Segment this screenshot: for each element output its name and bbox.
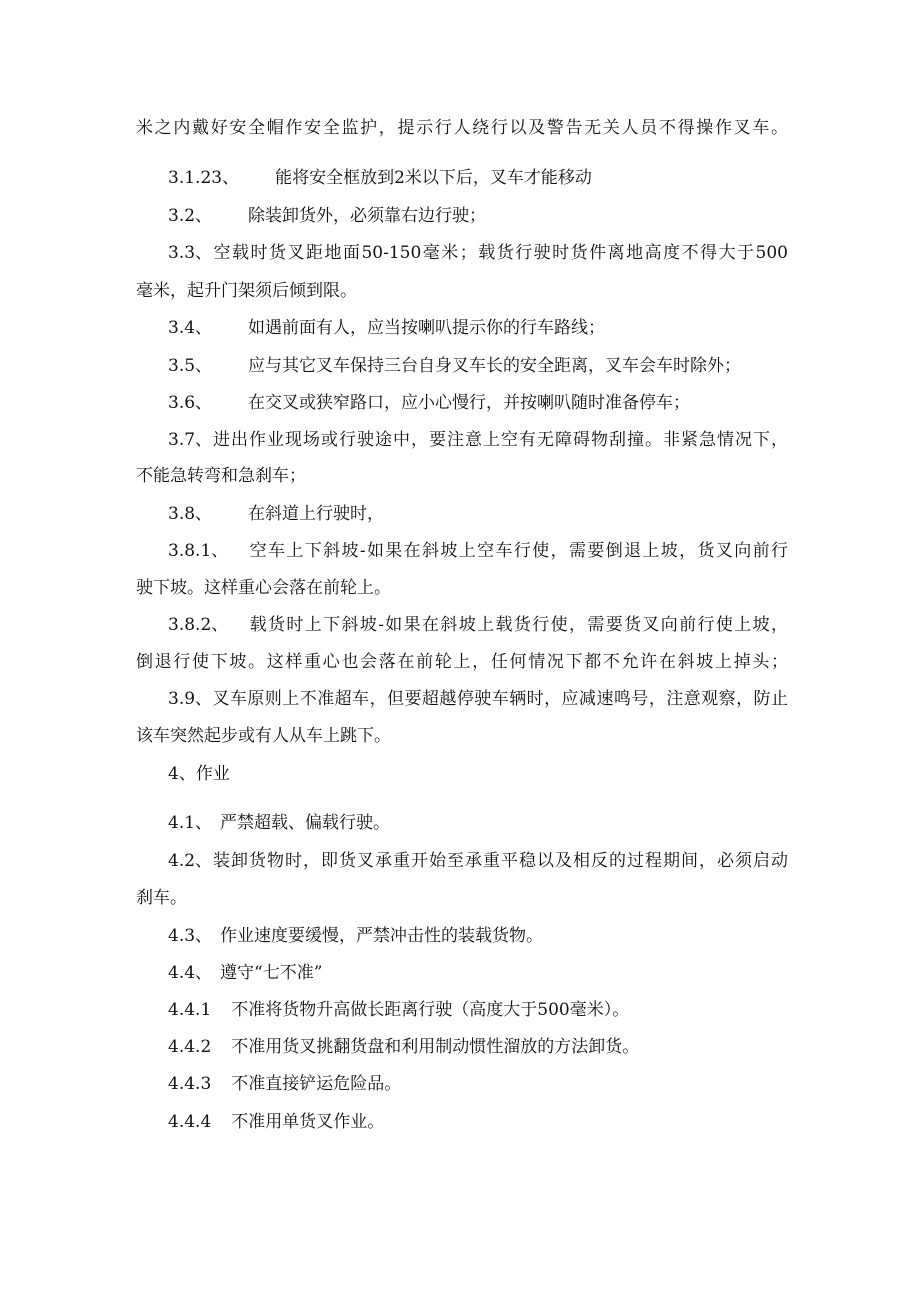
clause-3-5 bbox=[168, 354, 741, 378]
clause-4-1 bbox=[168, 811, 390, 835]
clause-text: 在斜道上行驶时， bbox=[248, 504, 385, 524]
clause-text: 刹车。 bbox=[136, 888, 187, 908]
clause-3-8-2-continued bbox=[136, 650, 788, 674]
clause-4-4 bbox=[168, 961, 322, 985]
clause-text: 如遇前面有人，应当按喇叭提示你的行车路线； bbox=[248, 318, 606, 338]
clause-3-8 bbox=[168, 502, 384, 526]
clause-3-9 bbox=[168, 687, 788, 711]
clause-4-4-3 bbox=[168, 1072, 401, 1096]
clause-text: 不准用货叉挑翻货盘和利用制动惯性溜放的方法卸货。 bbox=[231, 1037, 640, 1057]
section-4-heading bbox=[168, 762, 230, 786]
clause-text: 该车突然起步或有人从车上跳下。 bbox=[136, 726, 391, 746]
clause-number: 3.3、 bbox=[168, 243, 213, 263]
clause-text: 不能急转弯和急刹车； bbox=[136, 466, 306, 486]
clause-3-3 bbox=[168, 241, 788, 265]
clause-4-2 bbox=[168, 849, 788, 873]
clause-4-4-1 bbox=[168, 998, 629, 1022]
clause-number: 3.8、 bbox=[168, 504, 213, 524]
clause-number: 3.5、 bbox=[168, 356, 213, 376]
clause-3-1-23 bbox=[168, 166, 592, 190]
clause-3-2 bbox=[168, 204, 486, 228]
clause-number: 3.4、 bbox=[168, 318, 213, 338]
clause-number: 3.2、 bbox=[168, 206, 213, 226]
clause-text: 毫米，起升门架须后倾到限。 bbox=[136, 281, 357, 301]
clause-text: 不准将货物升高做长距离行驶（高度大于500毫米）。 bbox=[231, 1000, 630, 1020]
clause-text: 空车上下斜坡-如果在斜坡上空车行使，需要倒退上坡，货叉向前行 bbox=[248, 541, 788, 561]
paragraph-line bbox=[136, 116, 788, 140]
clause-text: 遵守“七不准” bbox=[220, 963, 323, 983]
clause-text: 应与其它叉车保持三台自身叉车长的安全距离，叉车会车时除外； bbox=[248, 356, 742, 376]
clause-text: 不准用单货叉作业。 bbox=[231, 1112, 385, 1132]
clause-3-6 bbox=[168, 391, 690, 415]
clause-number: 4.4.2 bbox=[168, 1037, 212, 1057]
clause-number: 4.3、 bbox=[168, 926, 213, 946]
clause-number: 3.6、 bbox=[168, 393, 213, 413]
clause-3-7 bbox=[168, 428, 788, 452]
clause-4-4-2 bbox=[168, 1035, 639, 1059]
section-title: 作业 bbox=[195, 764, 230, 784]
clause-text: 不准直接铲运危险品。 bbox=[231, 1074, 402, 1094]
clause-3-9-continued bbox=[136, 724, 391, 748]
clause-number: 4.2、 bbox=[168, 851, 213, 871]
clause-text: 装卸货物时，即货叉承重开始至承重平稳以及相反的过程期间，必须启动 bbox=[212, 851, 788, 871]
clause-number: 4.4.1 bbox=[168, 1000, 212, 1020]
section-number: 4、 bbox=[168, 764, 196, 784]
clause-4-2-continued bbox=[136, 886, 187, 910]
clause-text: 作业速度要缓慢，严禁冲击性的装载货物。 bbox=[220, 926, 544, 946]
clause-text: 空载时货叉距地面50-150毫米；载货行驶时货件离地高度不得大于500 bbox=[212, 243, 788, 263]
clause-number: 4.4.4 bbox=[168, 1112, 212, 1132]
clause-3-7-continued bbox=[136, 464, 306, 488]
clause-text: 严禁超载、偏载行驶。 bbox=[220, 813, 391, 833]
clause-text: 载货时上下斜坡-如果在斜坡上载货行使，需要货叉向前行使上坡， bbox=[248, 615, 788, 635]
clause-4-3 bbox=[168, 924, 543, 948]
clause-3-8-2 bbox=[168, 613, 788, 637]
clause-number: 4.1、 bbox=[168, 813, 213, 833]
clause-number: 3.1.23、 bbox=[168, 168, 240, 188]
clause-number: 4.4、 bbox=[168, 963, 213, 983]
clause-text: 在交叉或狭窄路口，应小心慢行，并按喇叭随时准备停车； bbox=[248, 393, 691, 413]
clause-3-4 bbox=[168, 316, 605, 340]
clause-3-8-1 bbox=[168, 539, 788, 563]
line-text: 米之内戴好安全帽作安全监护，提示行人绕行以及警告无关人员不得操作叉车。 bbox=[136, 118, 788, 138]
clause-3-3-continued bbox=[136, 279, 357, 303]
clause-number: 3.9、 bbox=[168, 689, 213, 709]
clause-text: 叉车原则上不准超车，但要超越停驶车辆时，应减速鸣号，注意观察，防止 bbox=[212, 689, 788, 709]
clause-4-4-4 bbox=[168, 1110, 384, 1134]
clause-number: 3.7、 bbox=[168, 430, 213, 450]
clause-text: 进出作业现场或行驶途中，要注意上空有无障碍物刮撞。非紧急情况下， bbox=[212, 430, 788, 450]
clause-number: 4.4.3 bbox=[168, 1074, 212, 1094]
clause-number: 3.8.1、 bbox=[168, 541, 229, 561]
clause-3-8-1-continued bbox=[136, 576, 391, 600]
clause-text: 驶下坡。这样重心会落在前轮上。 bbox=[136, 578, 391, 598]
clause-text: 能将安全框放到2米以下后，叉车才能移动 bbox=[275, 168, 592, 188]
clause-text: 除装卸货外，必须靠右边行驶； bbox=[248, 206, 487, 226]
clause-number: 3.8.2、 bbox=[168, 615, 229, 635]
clause-text: 倒退行使下坡。这样重心也会落在前轮上，任何情况下都不允许在斜坡上掉头； bbox=[136, 652, 788, 672]
